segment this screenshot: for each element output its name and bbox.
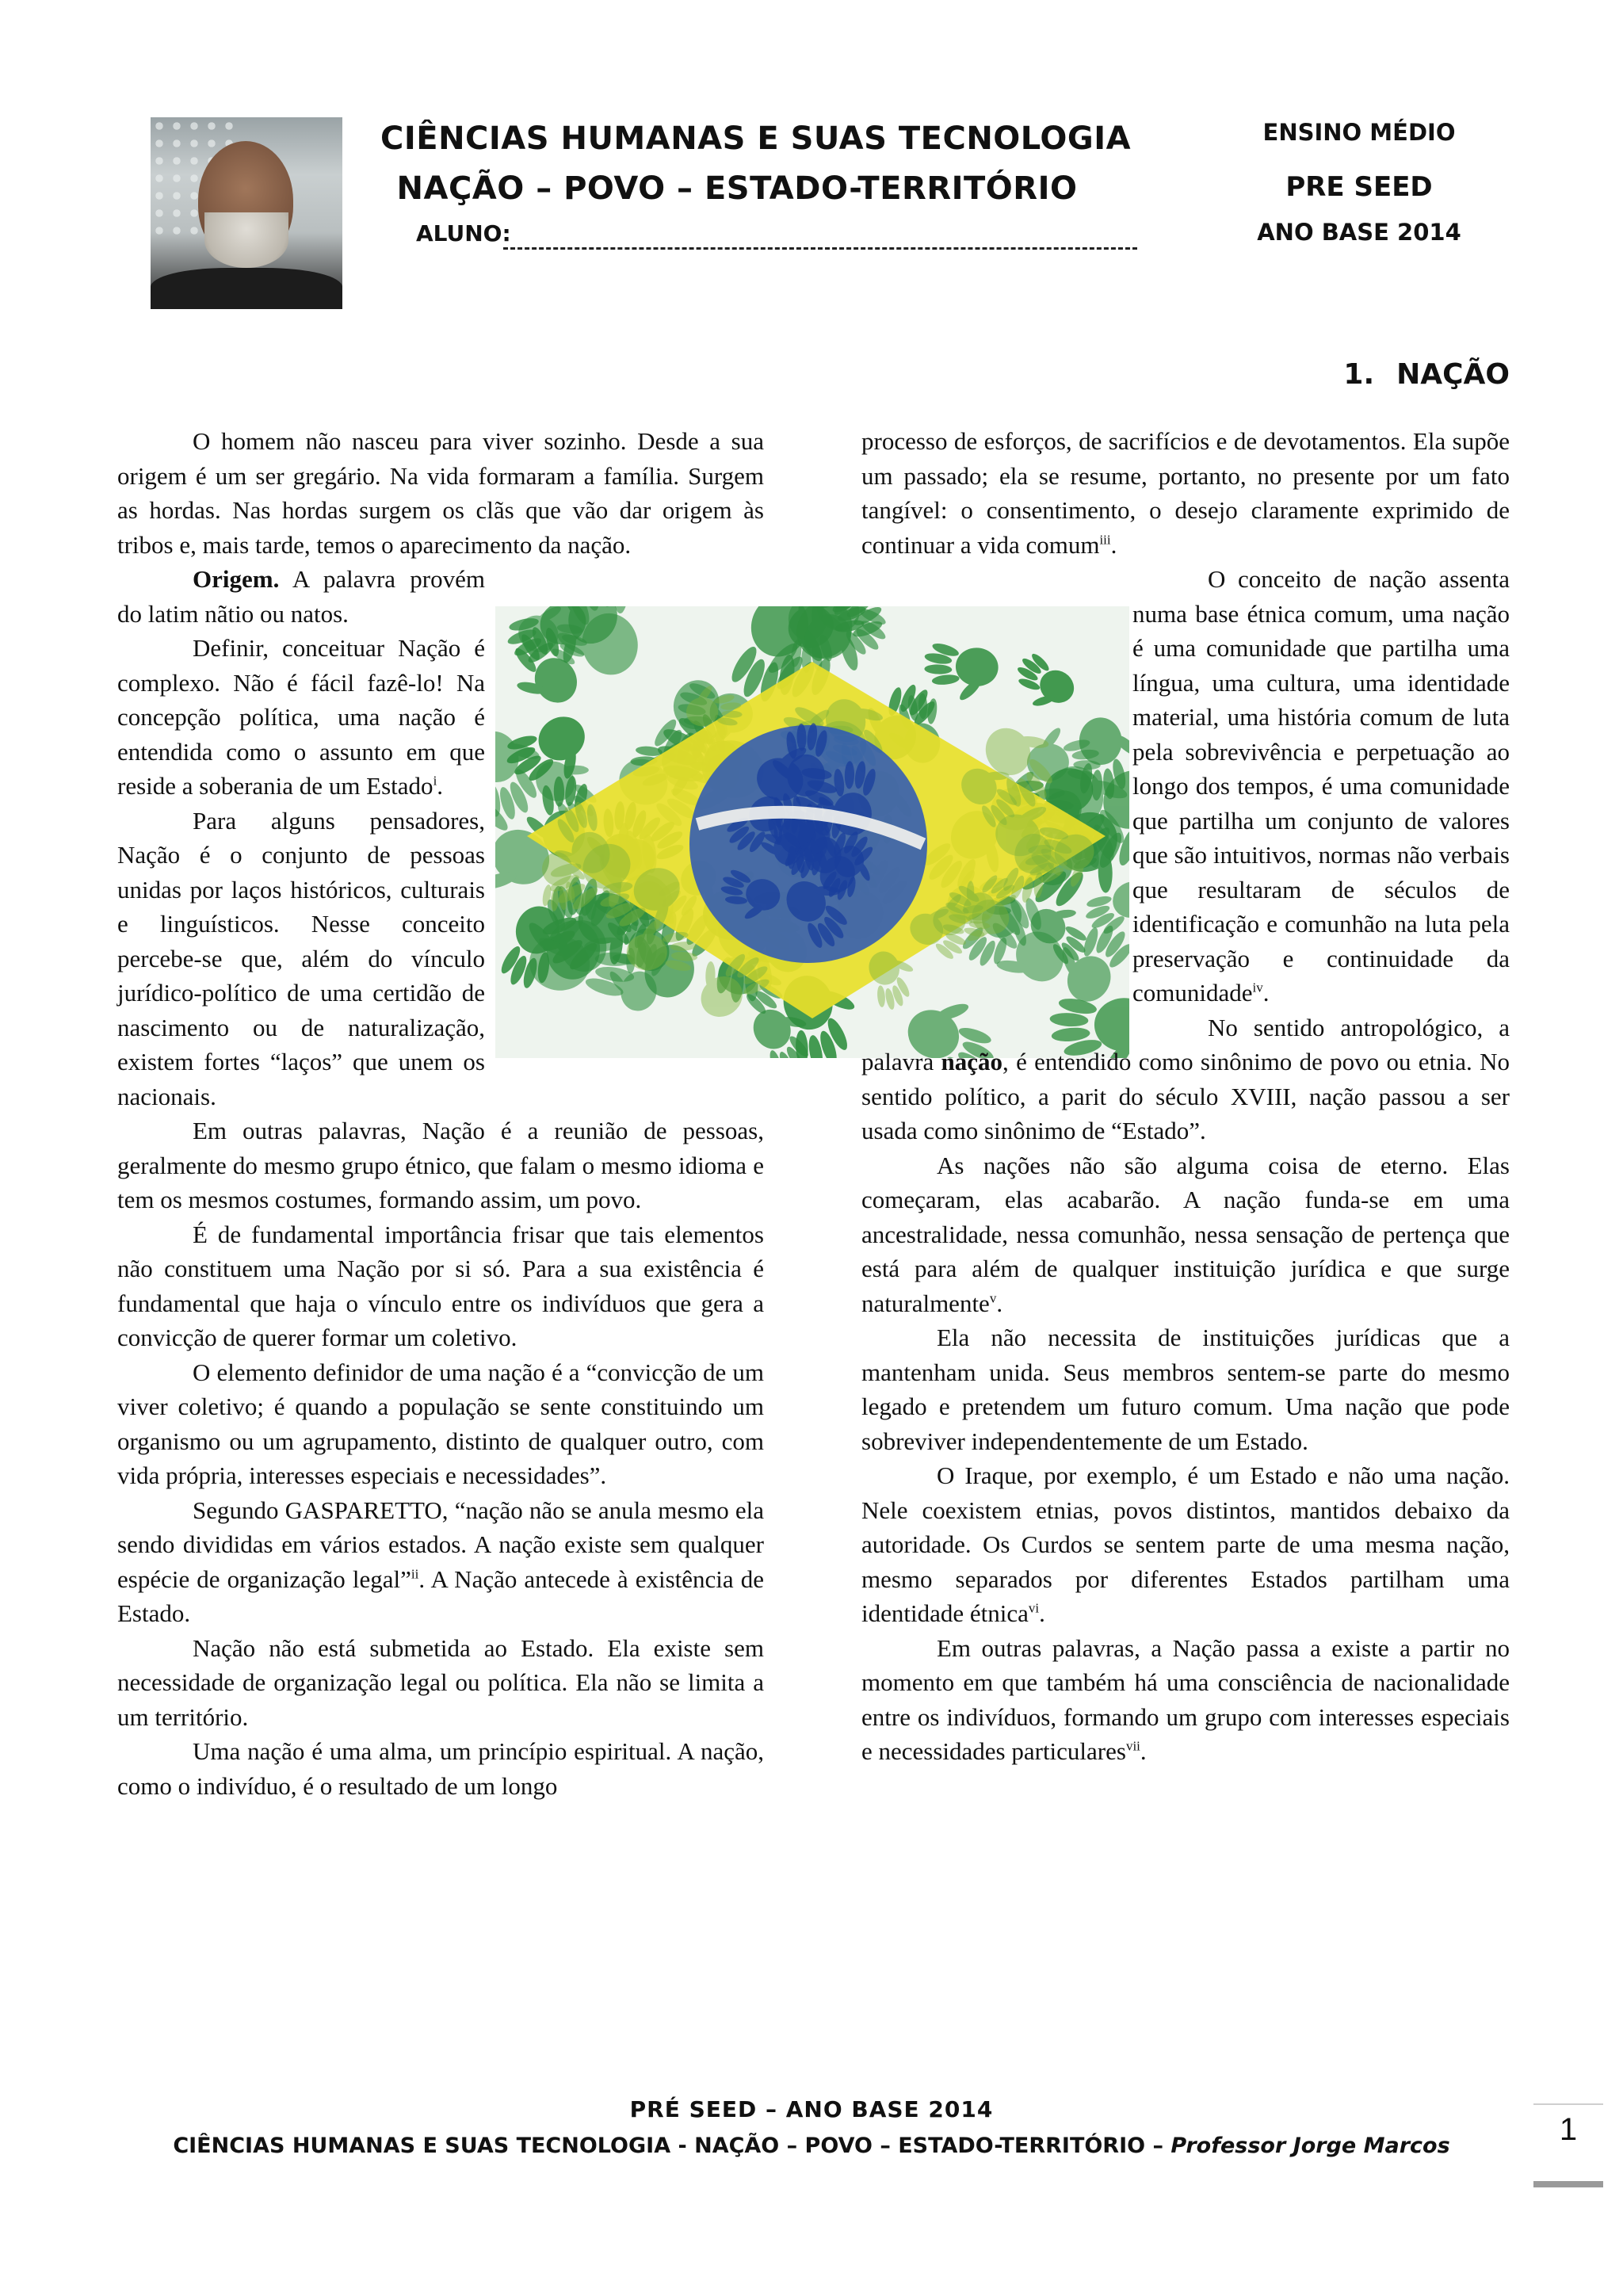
paragraph: Em outras palavras, a Nação passa a existe a partir no momento em que também há uma consciência de nacionalidade entre os indivíduos, formando um grupo com interesses especiais e necessidades particulares$^{vii}$. — [861, 1633, 1510, 1765]
section-number: 1. — [1343, 358, 1375, 391]
paragraph: Nação não está submetida ao Estado. Ela existe sem necessidade de organização legal ou política. Ela não se limita a um território. — [117, 1633, 764, 1731]
footnote-ref: ii — [411, 1566, 419, 1582]
paragraph: O homem não nasceu para viver sozinho. Desde a sua origem é um ser gregário. Na vida formaram a família. Surgem as hordas. Nas hordas surgem os clãs que vão dar origem às tribos e, mais tarde, temos o aparecimento da nação. — [117, 427, 764, 559]
footnote-ref: vii — [1125, 1738, 1140, 1754]
footer-professor: Professor Jorge Marcos — [1170, 2134, 1450, 2158]
paragraph: O elemento definidor de uma nação é a “convicção de um viver coletivo; é quando a população se sente constituindo um organismo ou um agrupamento, distinto de qualquer outro, com vida própria, interesses especiais e necessidades”. — [117, 1358, 764, 1489]
page-number-rule — [1533, 2103, 1603, 2105]
year-label: ANO BASE 2014 — [1257, 219, 1461, 246]
paragraph: Definir, conceituar Nação é complexo. Não é fácil fazê-lo! Na concepção política, uma nação é entendida como o assunto em que reside a soberania de um Estado$^i$. — [117, 634, 485, 800]
footnote-ref: iv — [1252, 980, 1263, 995]
footnote-ref: vi — [1028, 1600, 1040, 1616]
footnote-ref: i — [433, 773, 437, 789]
footnote-ref: v — [989, 1290, 997, 1306]
footer-program: PRÉ SEED – ANO BASE 2014 — [629, 2096, 994, 2122]
paragraph: Para alguns pensadores, Nação é o conjunto de pessoas unidas por laços históricos, culturais e linguísticos. Nesse conceito percebe-se que, além do vínculo jurídico-político de uma certidão de nascimento ou de naturalização, existem fortes “laços” que unem os nacionais. — [117, 806, 485, 1110]
page-number-bar — [1533, 2181, 1603, 2187]
footer-course: CIÊNCIAS HUMANAS E SUAS TECNOLOGIA - NAÇÃO – POVO – ESTADO-TERRITÓRIO – Professor Jorge Marcos — [173, 2134, 1450, 2158]
student-name-line — [503, 247, 1137, 250]
author-photo — [151, 117, 342, 309]
right-column — [861, 424, 1510, 1769]
paragraph: No sentido antropológico, a palavra nação, é entendido como sinônimo de povo ou etnia. No sentido político, a parit do século XVIII, nação passou a ser usada como sinônimo de “Estado”. — [861, 1013, 1510, 1144]
paragraph: As nações não são alguma coisa de eterno. Elas começaram, elas acabarão. A nação funda-se em uma ancestralidade, nessa comunhão, nessa sensação de pertença que está para além de qualquer instituição jurídica e que surge naturalmente$^v$. — [861, 1151, 1510, 1317]
paragraph: Segundo GASPARETTO, “nação não se anula mesmo ela sendo divididas em vários estados. A nação existe sem qualquer espécie de organização legal”$^{ii}$. A Nação antecede à existência de Estado. — [117, 1496, 765, 1627]
topic-title: NAÇÃO – POVO – ESTADO-TERRITÓRIO — [396, 170, 1078, 207]
footnote-ref: iii — [1099, 532, 1111, 548]
section-title: NAÇÃO — [1396, 358, 1510, 391]
paragraph: O conceito de nação assenta numa base étnica comum, uma nação é uma comunidade que partilha uma língua, uma cultura, uma identidade material, uma história comum de luta pela sobrevivência e perpetuação ao longo dos tempos, é uma comunidade que partilha um conjunto de valores que são intuitivos, normas não verbais que resultaram de séculos de identificação e comunhão na luta pela preservação e continuidade da comunidade$^{iv}$. — [1132, 565, 1510, 1007]
paragraph: Ela não necessita de instituições jurídicas que a mantenham unida. Seus membros sentem-se parte do mesmo legado e pretendem um futuro comum. Uma nação que pode sobreviver independentemente de um Estado. — [861, 1324, 1510, 1455]
term-origem: Origem. — [193, 565, 280, 593]
level-label: ENSINO MÉDIO — [1262, 119, 1456, 146]
paragraph: É de fundamental importância frisar que tais elementos não constituem uma Nação por si só. Para a sua existência é fundamental que haja o vínculo entre os indivíduos que gera a convicção de querer formar um coletivo. — [117, 1220, 764, 1351]
paragraph: Uma nação é uma alma, um princípio espiritual. A nação, como o indivíduo, é o resultado de um longo — [117, 1737, 764, 1800]
left-column — [117, 424, 764, 1803]
paragraph: O Iraque, por exemplo, é um Estado e não uma nação. Nele coexistem etnias, povos distintos, mantidos debaixo da autoridade. Os Curdos se sentem parte de uma mesma nação, mesmo separados por diferentes Estados partilham uma identidade étnica$^{vi}$. — [861, 1461, 1510, 1627]
paragraph: processo de esforços, de sacrifícios e de devotamentos. Ela supõe um passado; ela se resume, portanto, no presente por um fato tangível: o consentimento, o desejo claramente exprimido de continuar a vida comum$^{iii}$. — [861, 427, 1510, 559]
term-nacao: nação — [941, 1048, 1003, 1075]
program-label: PRE SEED — [1285, 171, 1433, 203]
section-heading — [1268, 358, 1510, 391]
paragraph: Em outras palavras, Nação é a reunião de pessoas, geralmente do mesmo grupo étnico, que falam o mesmo idioma e tem os mesmos costumes, formando assim, um povo. — [117, 1117, 764, 1213]
page-number: 1 — [1559, 2112, 1578, 2147]
student-label: ALUNO: — [416, 220, 511, 246]
paragraph: Origem. A palavra provém do latim nãtio ou natos. — [117, 565, 485, 628]
course-title: CIÊNCIAS HUMANAS E SUAS TECNOLOGIA — [380, 120, 1132, 157]
